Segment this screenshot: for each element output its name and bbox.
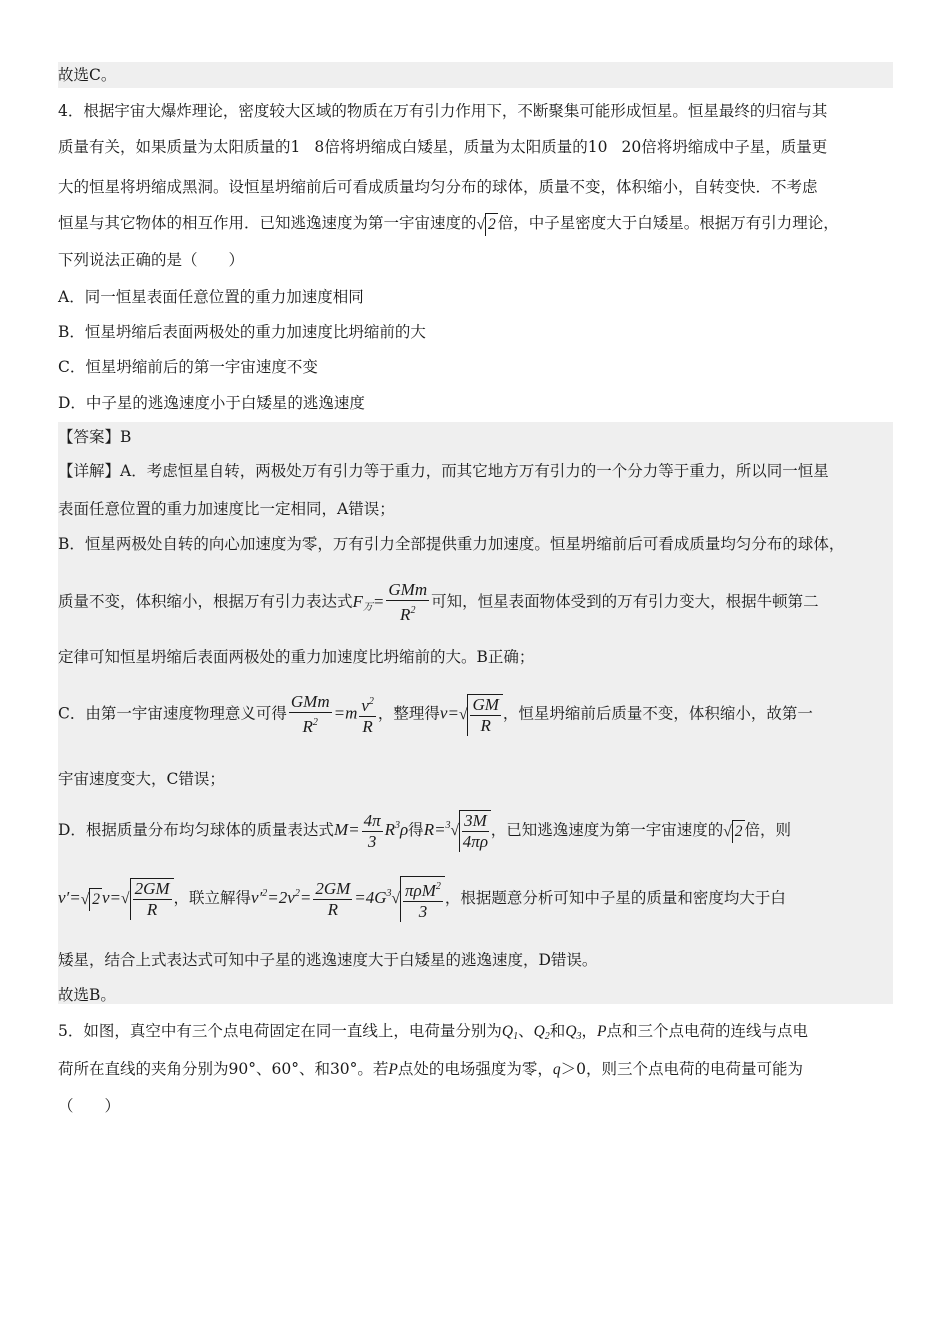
detail-b-line-2: 质量不变，体积缩小，根据万有引力表达式$F_万=$ $\frac{\text{GMm}}{R^2}$ 可知，恒星表面物体受到的万有引力变大，根据牛顿第二 — [58, 580, 819, 624]
q4-option-a: A．同一恒星表面任意位置的重力加速度相同 — [58, 288, 364, 306]
detail-d-line-1: D．根据质量分布均匀球体的质量表达式M= $\frac{4\pi}{3}$ $R^3\rho$得R=$^3$√ $\frac{3M}{4\pi\rho}$ ，已知逃逸速度为第一宇宙速度的√ 2 倍，则 — [58, 810, 792, 851]
sqrt-2-inline: √ 2 — [723, 820, 744, 843]
detail-a-line-2: 表面任意位置的重力加速度比一定相同，A错误； — [58, 500, 395, 518]
prev-conclusion: 故选C。 — [58, 66, 117, 84]
answer-conclusion: 故选B。 — [58, 986, 116, 1004]
q4-text-line-1: 4．根据宇宙大爆炸理论，密度较大区域的物质在万有引力作用下，不断聚集可能形成恒星。恒星最终的归宿与其 — [58, 102, 828, 120]
q5-text-line-1: 5．如图，真空中有三个点电荷固定在同一直线上，电荷量分别为$Q_1$、$Q_2$和$Q_3$，P点和三个点电荷的连线与点电 — [58, 1022, 809, 1042]
centripetal-lhs-fraction: $\frac{\text{GMm}}{R^2}$ — [290, 692, 330, 736]
answer-label: 【答案】B — [58, 428, 132, 446]
first-cosmic-velocity-root: √ $\frac{GM}{R}$ — [459, 694, 503, 736]
detail-c-line-2: 宇宙速度变大，C错误； — [58, 770, 225, 788]
q4-option-c: C．恒星坍缩前后的第一宇宙速度不变 — [58, 358, 318, 376]
q4-option-d: D．中子星的逃逸速度小于白矮星的逃逸速度 — [58, 394, 365, 412]
answer-shade-1 — [58, 62, 893, 88]
q4-text-line-4: 恒星与其它物体的相互作用．已知逃逸速度为第一宇宙速度的√ 2 倍，中子星密度大于白矮星。根据万有引力理论， — [58, 212, 839, 236]
mass-fraction: $\frac{4\pi}{3}$ — [363, 810, 381, 851]
q4-text-line-2: 质量有关，如果质量为太阳质量的1 8倍将坍缩成白矮星，质量为太阳质量的10 20倍将坍缩成中子星，质量更 — [58, 138, 828, 156]
q5-text-line-3: （ ） — [58, 1097, 121, 1115]
escape-velocity-root: √ $\frac{2GM}{R}$ — [121, 878, 173, 920]
gravitation-fraction: $\frac{\text{GMm}}{R^2}$ — [388, 580, 428, 624]
sqrt-2-escape: √ 2 — [81, 888, 102, 911]
detail-a-line-1: 【详解】A．考虑恒星自转，两极处万有引力等于重力，而其它地方万有引力的一个分力等于重力，所以同一恒星 — [58, 462, 829, 480]
sqrt-2-formula: √ 2 — [477, 213, 498, 236]
q4-option-b: B．恒星坍缩后表面两极处的重力加速度比坍缩前的大 — [58, 323, 426, 341]
radius-cube-root: $^3$√ $\frac{3M}{4\pi\rho}$ — [446, 810, 491, 852]
density-mass-cube-root: $^3$√ $\frac{\pi\rho M^2}{3}$ — [387, 876, 445, 922]
q5-text-line-2: 荷所在直线的夹角分别为90°、60°、和30°。若P点处的电场强度为零，q＞0，则三个点电荷的电荷量可能为 — [58, 1060, 804, 1078]
escape-squared-fraction: $\frac{2GM}{R}$ — [315, 878, 351, 919]
detail-b-line-3: 定律可知恒星坍缩后表面两极处的重力加速度比坍缩前的大。B正确； — [58, 648, 535, 666]
force-symbol: $F_万=$ — [352, 591, 385, 613]
detail-d-line-2: v′=√ 2 v=√ $\frac{2GM}{R}$ ，联立解得$v'^2=2v^2=$ $\frac{2GM}{R}$ $=4G^3√$ $\frac{\pi\rho M^2}{3}$ ，根据题意分析可知中子星的质量和密度均大于白 — [58, 876, 786, 922]
q4-text-line-5: 下列说法正确的是（ ） — [58, 251, 245, 269]
detail-c-line-1: C．由第一宇宙速度物理意义可得 $\frac{\text{GMm}}{R^2}$ =m $\frac{v^2}{R}$ ，整理得v=√ $\frac{GM}{R}$ ，恒星坍缩前后质量不变，体积缩小，故第一 — [58, 692, 813, 736]
detail-d-line-3: 矮星，结合上式表达式可知中子星的逃逸速度大于白矮星的逃逸速度，D错误。 — [58, 951, 598, 969]
detail-b-line-1: B．恒星两极处自转的向心加速度为零，万有引力全部提供重力加速度。恒星坍缩前后可看成质量均匀分布的球体， — [58, 535, 845, 553]
centripetal-rhs-fraction: $\frac{v^2}{R}$ — [359, 692, 376, 737]
q4-text-line-3: 大的恒星将坍缩成黑洞。设恒星坍缩前后可看成质量均匀分布的球体，质量不变，体积缩小，自转变快．不考虑 — [58, 178, 818, 196]
